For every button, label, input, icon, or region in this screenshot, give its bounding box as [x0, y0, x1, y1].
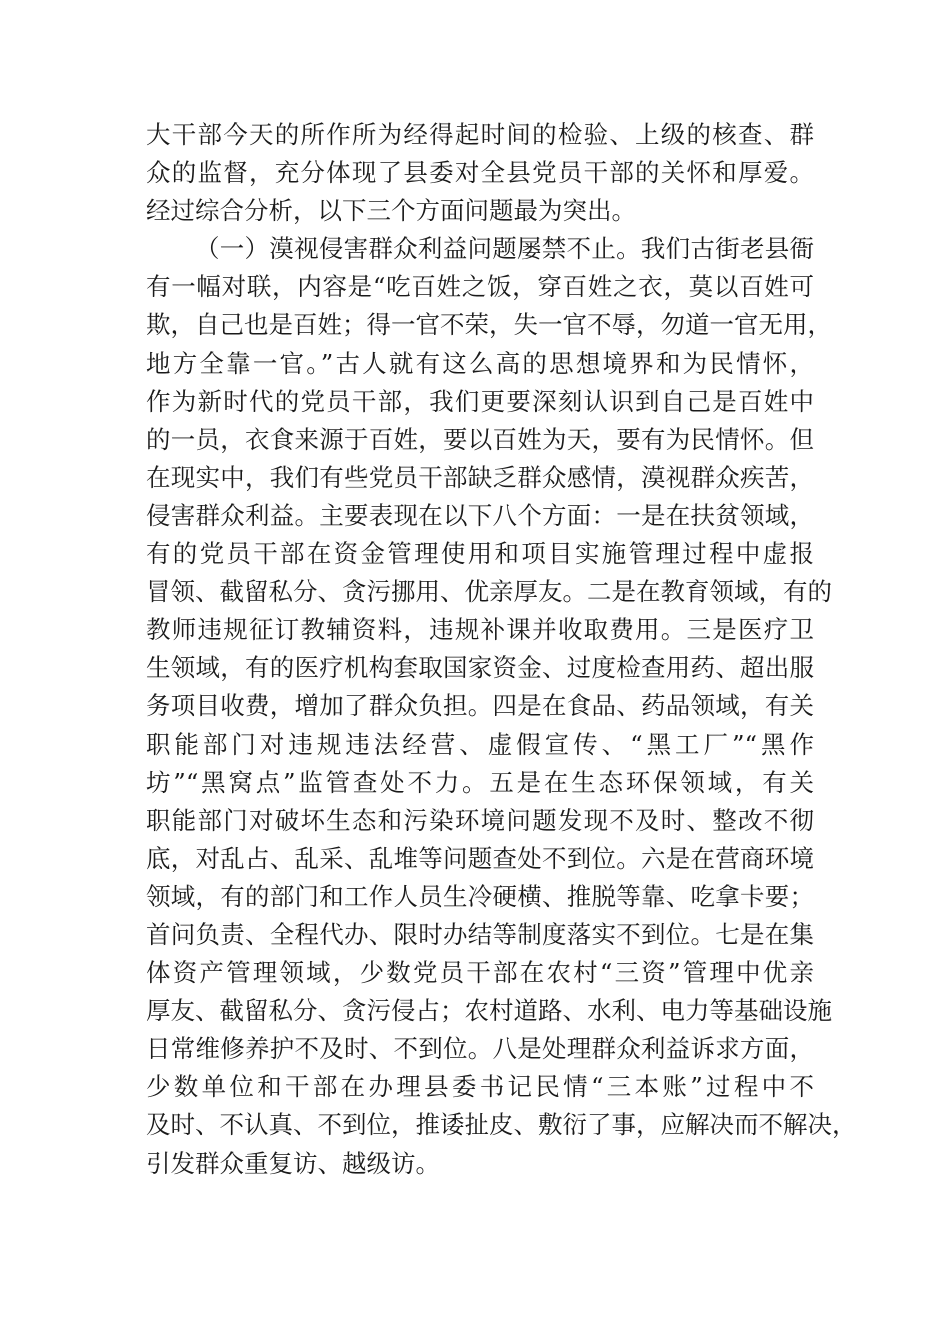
- text-line: 欺，自己也是百姓；得一官不荣，失一官不辱，勿道一官无用，: [146, 310, 832, 340]
- text-line: 体资产管理领域，少数党员干部在农村“三资”管理中优亲: [146, 958, 814, 988]
- text-line: 生领域，有的医疗机构套取国家资金、过度检查用药、超出服: [146, 653, 814, 683]
- text-line: 经过综合分析，以下三个方面问题最为突出。: [146, 196, 636, 226]
- text-line: 职能部门对违规违法经营、虚假宣传、“黑工厂”“黑作: [146, 729, 814, 759]
- body-text: [146, 116, 857, 1183]
- text-line: 及时、不认真、不到位，推诿扯皮、敷衍了事，应解决而不解决，: [146, 1110, 857, 1140]
- text-line: 务项目收费，增加了群众负担。四是在食品、药品领域，有关: [146, 691, 814, 721]
- text-line: 首问负责、全程代办、限时办结等制度落实不到位。七是在集: [146, 919, 814, 949]
- text-line: 有一幅对联，内容是“吃百姓之饭，穿百姓之衣，莫以百姓可: [146, 272, 814, 302]
- text-line: 侵害群众利益。主要表现在以下八个方面：一是在扶贫领域，: [146, 500, 814, 530]
- text-line: 作为新时代的党员干部，我们更要深刻认识到自己是百姓中: [146, 386, 814, 416]
- text-line: 坊”“黑窝点”监管查处不力。五是在生态环保领域，有关: [146, 767, 814, 797]
- text-line: 地方全靠一官。”古人就有这么高的思想境界和为民情怀，: [146, 348, 814, 378]
- text-line: 日常维修养护不及时、不到位。八是处理群众利益诉求方面，: [146, 1034, 814, 1064]
- section-heading-line: （一）漠视侵害群众利益问题屡禁不止。我们古街老县衙: [195, 234, 814, 264]
- text-line: 在现实中，我们有些党员干部缺乏群众感情，漠视群众疾苦，: [146, 462, 814, 492]
- text-line: 领域，有的部门和工作人员生冷硬横、推脱等靠、吃拿卡要；: [146, 881, 814, 911]
- text-line: 职能部门对破坏生态和污染环境问题发现不及时、整改不彻: [146, 805, 814, 835]
- text-line: 教师违规征订教辅资料，违规补课并收取费用。三是医疗卫: [146, 615, 814, 645]
- text-line: 有的党员干部在资金管理使用和项目实施管理过程中虚报: [146, 539, 814, 569]
- text-line: 众的监督，充分体现了县委对全县党员干部的关怀和厚爱。: [146, 158, 814, 188]
- text-line: 引发群众重复访、越级访。: [146, 1148, 440, 1178]
- text-line: 底，对乱占、乱采、乱堆等问题查处不到位。六是在营商环境: [146, 843, 814, 873]
- text-line: 的一员，衣食来源于百姓，要以百姓为天，要有为民情怀。但: [146, 424, 814, 454]
- text-line: 冒领、截留私分、贪污挪用、优亲厚友。二是在教育领域，有的: [146, 577, 832, 607]
- text-line: 厚友、截留私分、贪污侵占；农村道路、水利、电力等基础设施: [146, 996, 832, 1026]
- text-line: 大干部今天的所作所为经得起时间的检验、上级的核查、群: [146, 120, 814, 149]
- text-line: 少数单位和干部在办理县委书记民情“三本账”过程中不: [146, 1072, 814, 1102]
